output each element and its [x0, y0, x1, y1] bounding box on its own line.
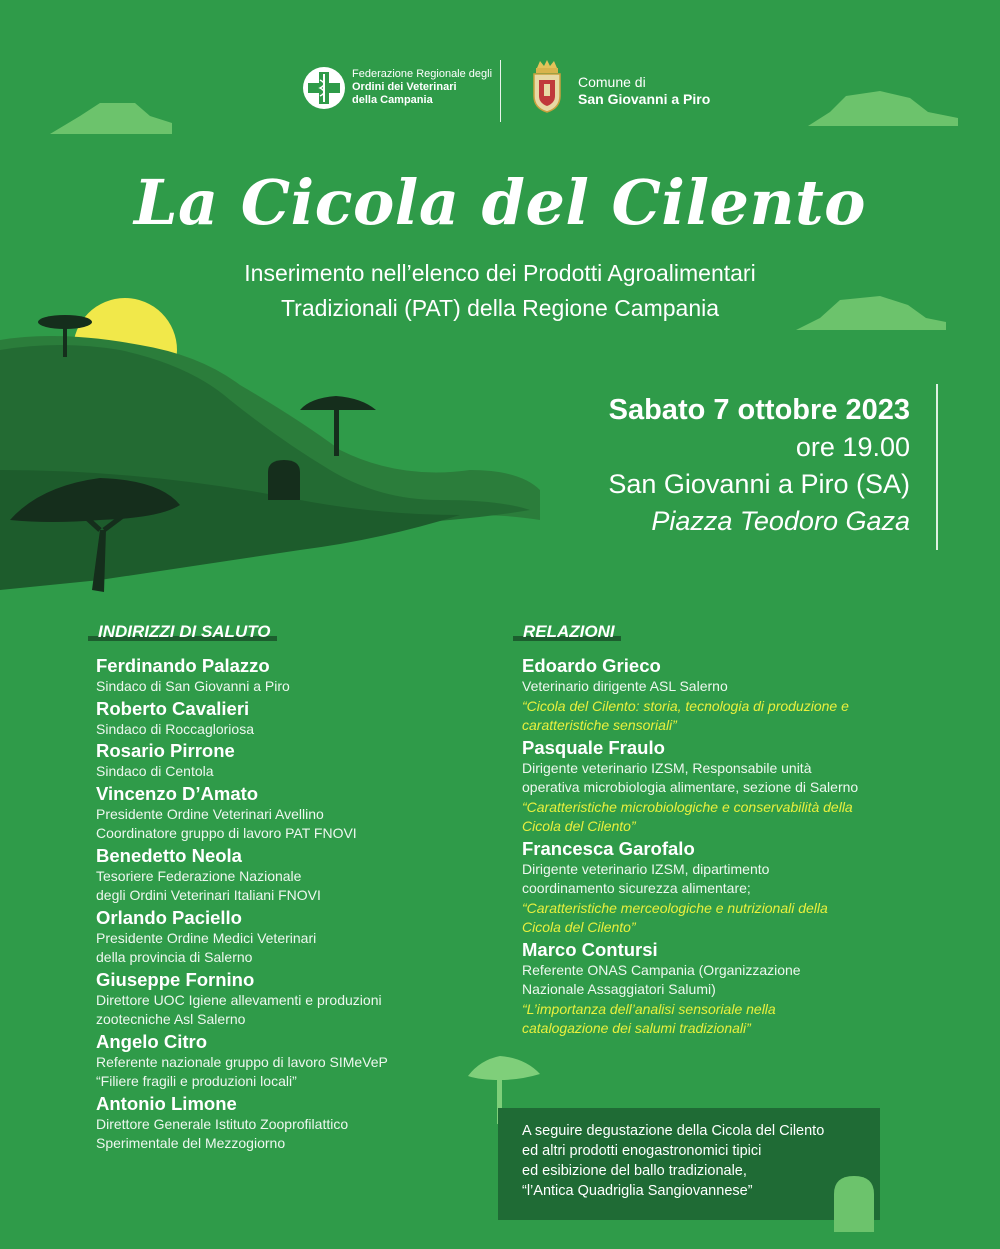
speaker-name: Francesca Garofalo — [522, 837, 695, 859]
speaker-name: Benedetto Neola — [96, 844, 242, 866]
speaker-role: Dirigente veterinario IZSM, Responsabile unità — [522, 759, 812, 776]
saluti-heading-wrap — [92, 620, 277, 644]
logo-left-line3: della Campania — [352, 94, 433, 106]
arch-door-icon — [268, 460, 300, 500]
talk-title: catalogazione dei salumi tradizionali” — [522, 1020, 751, 1036]
speaker-name: Angelo Citro — [96, 1030, 207, 1052]
event-time: ore 19.00 — [795, 432, 910, 462]
finale-line3: ed esibizione del ballo tradizionale, — [522, 1163, 747, 1179]
speaker-role: coordinamento sicurezza alimentare; — [522, 880, 751, 896]
speaker-name: Edoardo Grieco — [522, 655, 661, 676]
caduceus-cross-icon — [302, 66, 346, 110]
speaker-role: Referente ONAS Campania (Organizzazione — [522, 961, 801, 978]
logo-right-line2: San Giovanni a Piro — [578, 91, 711, 107]
finale-line2: ed altri prodotti enogastronomici tipici — [522, 1143, 762, 1159]
relazioni-heading-wrap — [517, 620, 621, 644]
talk-title: Cicola del Cilento” — [522, 919, 636, 935]
finale-text — [522, 1121, 824, 1201]
relazioni-heading: RELAZIONI — [517, 620, 621, 644]
speaker-role: Sindaco di Roccagloriosa — [96, 720, 254, 737]
speaker-item — [96, 906, 466, 968]
logo-left-line1: Federazione Regionale degli — [352, 68, 493, 80]
speaker-role: Sperimentale del Mezzogiorno — [96, 1135, 286, 1151]
speaker-name: Marco Contursi — [522, 938, 658, 960]
finale-line4: “l’Antica Quadriglia Sangiovannese” — [522, 1183, 753, 1199]
speaker-item — [96, 1092, 466, 1154]
speaker-item — [96, 654, 466, 697]
speaker-role: degli Ordini Veterinari Italiani FNOVI — [96, 887, 321, 903]
talk-title: “Caratteristiche microbiologiche e conservabilità della — [522, 798, 853, 815]
speaker-item — [522, 837, 922, 938]
speaker-name: Antonio Limone — [96, 1092, 237, 1114]
relazioni-list — [522, 654, 922, 1039]
logo-right-text — [578, 74, 710, 108]
speaker-role: Veterinario dirigente ASL Salerno — [522, 678, 728, 694]
speaker-role: Coordinatore gruppo di lavoro PAT FNOVI — [96, 825, 357, 841]
speaker-role: “Filiere fragili e produzioni locali” — [96, 1073, 297, 1089]
cloud-top-left — [50, 103, 172, 134]
speaker-role: Direttore UOC Igiene allevamenti e produzioni — [96, 991, 382, 1008]
page-subtitle — [0, 256, 1000, 326]
speaker-name: Roberto Cavalieri — [96, 697, 250, 719]
speaker-role: Dirigente veterinario IZSM, dipartimento — [522, 860, 770, 877]
speaker-item — [96, 1030, 466, 1092]
speaker-role: Nazionale Assaggiatori Salumi) — [522, 981, 716, 997]
speaker-role: zootecniche Asl Salerno — [96, 1011, 246, 1027]
speaker-role: Tesoriere Federazione Nazionale — [96, 867, 302, 884]
speaker-item — [96, 844, 466, 906]
event-town: San Giovanni a Piro (SA) — [608, 469, 910, 499]
arch-light-icon — [832, 1172, 876, 1232]
event-divider — [936, 384, 938, 550]
speaker-item — [96, 739, 466, 782]
header-divider — [500, 60, 501, 122]
speaker-item — [522, 736, 922, 837]
talk-title: “Caratteristiche merceologiche e nutrizionali della — [522, 899, 828, 916]
speaker-name: Orlando Paciello — [96, 906, 242, 928]
talk-title: Cicola del Cilento” — [522, 818, 636, 834]
saluti-list — [96, 654, 466, 1154]
talk-title: caratteristiche sensoriali” — [522, 717, 677, 733]
logo-left-text — [352, 68, 492, 107]
speaker-item — [96, 968, 466, 1030]
event-place: Piazza Teodoro Gaza — [651, 506, 910, 536]
subtitle-line2: Tradizionali (PAT) della Regione Campania — [280, 295, 720, 321]
speaker-role: della provincia di Salerno — [96, 949, 253, 965]
speaker-role: operativa microbiologia alimentare, sezione di Salerno — [522, 779, 859, 795]
speaker-role: Direttore Generale Istituto Zooprofilattico — [96, 1115, 349, 1132]
speaker-role: Sindaco di Centola — [96, 763, 214, 779]
coat-of-arms-icon — [528, 58, 566, 114]
logo-left-line2: Ordini dei Veterinari — [352, 81, 457, 93]
logo-right-line1: Comune di — [578, 74, 646, 90]
speaker-role: Referente nazionale gruppo di lavoro SIMeVeP — [96, 1053, 388, 1070]
talk-title: “L’importanza dell’analisi sensoriale nella — [522, 1000, 776, 1017]
page-title: La Cicola del Cilento — [133, 166, 867, 239]
speaker-name: Giuseppe Fornino — [96, 968, 255, 990]
speaker-item — [96, 782, 466, 844]
speaker-name: Rosario Pirrone — [96, 740, 235, 761]
event-date: Sabato 7 ottobre 2023 — [608, 394, 910, 426]
event-info — [608, 392, 910, 540]
speaker-role: Sindaco di San Giovanni a Piro — [96, 678, 290, 694]
speaker-name: Vincenzo D’Amato — [96, 782, 259, 804]
talk-title: “Cicola del Cilento: storia, tecnologia di produzione e — [522, 697, 849, 714]
speaker-item — [522, 654, 922, 736]
subtitle-line1: Inserimento nell’elenco dei Prodotti Agroalimentari — [244, 260, 756, 286]
cloud-top-right — [808, 91, 958, 126]
speaker-role: Presidente Ordine Veterinari Avellino — [96, 805, 324, 822]
saluti-heading: INDIRIZZI DI SALUTO — [92, 620, 277, 644]
speaker-item — [96, 697, 466, 740]
speaker-item — [522, 938, 922, 1039]
speaker-name: Pasquale Fraulo — [522, 736, 665, 758]
speaker-name: Ferdinando Palazzo — [96, 655, 270, 676]
speaker-role: Presidente Ordine Medici Veterinari — [96, 929, 317, 946]
finale-line1: A seguire degustazione della Cicola del Cilento — [522, 1123, 825, 1139]
